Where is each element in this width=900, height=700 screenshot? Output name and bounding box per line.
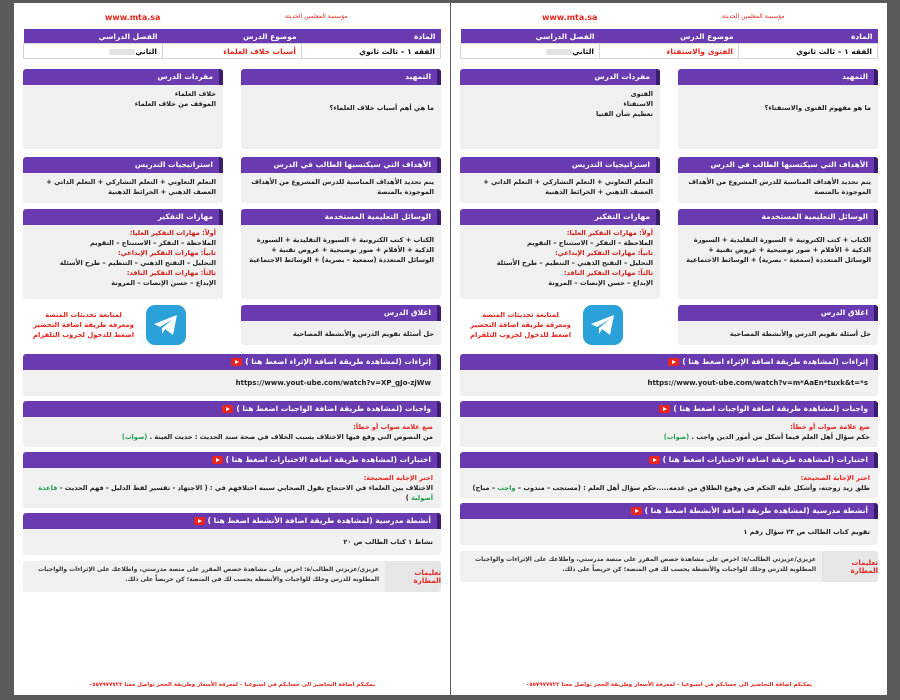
intro-text: ما هو مفهوم الفتوى والاستفتاء؟: [764, 104, 871, 112]
site-link[interactable]: www.mta.sa: [105, 13, 161, 22]
thinking-box: [460, 209, 660, 299]
telegram-icon[interactable]: [583, 305, 623, 345]
vocab-heading: مفردات الدرس: [460, 69, 660, 85]
vocab-item: الاستفتاء: [623, 100, 653, 108]
enrichment-section: [460, 354, 878, 396]
vocab-item: الموقف من خلاف العلماء: [134, 100, 216, 108]
lesson-page-right: [451, 3, 887, 695]
strategies-box: [460, 157, 660, 203]
thinking-line: ثانياً: مهارات التفكير الإبداعي:: [554, 249, 653, 257]
vocab-box: [23, 69, 223, 149]
intro-heading: التمهيد: [678, 69, 878, 85]
tests-heading-text: اختبارات (لمشاهدة طريقة اضافة الاختبارات اضغط هنا ): [662, 455, 868, 464]
page-footer: يمكنكم اضافة التحاضير الى حسابكم في اسبوعيا – لمعرفة الأسعار وطريقة الحجز تواصل معنا ٠٥٥٧٩٧٧٧٢٢: [525, 682, 813, 688]
enrichment-heading[interactable]: [23, 354, 441, 370]
youtube-icon[interactable]: [212, 456, 223, 464]
vocab-list: [23, 85, 223, 113]
thinking-line: الملاحظة – التفكر – الاستنتاج – التقويم: [526, 239, 653, 247]
enrichment-url[interactable]: https://www.yout-ube.com/watch?v=XP_gJo-zjWw: [235, 379, 431, 387]
thinking-heading: مهارات التفكير: [460, 209, 660, 225]
tests-answer: واجب: [497, 484, 516, 492]
activity-text: تقويم كتاب الطالب ص ٢٣ سؤال رقم ١: [743, 528, 870, 536]
vocab-item: تعظيم شأن الفتيا: [595, 110, 653, 118]
thinking-line: التحليل – التفتح الذهني – التنظيم – طرح الأسئلة: [59, 259, 216, 267]
enrichment-heading-text: إثراءات (لمشاهدة طريقة اضافة الإثراء اضغط هنا ): [245, 357, 431, 366]
lesson-page-left: [14, 3, 450, 695]
aids-box: [241, 209, 441, 299]
lesson-grid: [460, 59, 878, 349]
promo-line: لمتابعة تحديثات المنصة: [482, 311, 559, 319]
tests-text: الاختلاف بين العلماء في الاحتجاج بقول الصحابي سببه اختلافهم في : ( الاجتهاد - تفسير لفظ الدليل - فهم الحديث -: [59, 484, 433, 492]
enrichment-heading[interactable]: [460, 354, 878, 370]
tests-section: [23, 452, 441, 508]
activities-heading-text: أنشطة مدرسية (لمشاهدة طريقة اضافة الأنشطة اضغط هنا ): [207, 516, 431, 525]
semester-value: الثاني: [572, 46, 594, 56]
activities-heading-text: أنشطة مدرسية (لمشاهدة طريقة اضافة الأنشطة اضغط هنا ): [644, 506, 868, 515]
thinking-line: التحليل – التفتح الذهني – التنظيم – طرح الأسئلة: [496, 259, 653, 267]
redacted-mark: [546, 49, 572, 55]
thinking-line: ثالثاً: مهارات التفكير الناقد:: [563, 269, 653, 277]
activities-section: [23, 513, 441, 555]
activity-text: نشاط ١ كتاب الطالب ص ٢٠: [343, 538, 433, 546]
homework-text: حكم سؤال أهل العلم فيما أشكل من أمور الدين واجب .: [691, 433, 870, 441]
homework-question: ضع علامة صواب أو خطأ:: [353, 423, 433, 431]
aids-box: [678, 209, 878, 299]
instructions-text: عزيزي/عزيزتي الطالب/ة: احرص على مشاهدة حصص المقرر على منصة مدرستي، واطلاعك على الإثراءات والواجبات المطلوبة للدرس وحلك للواجبات والأنشطة يحسب لك في المنصة؛ كن حريصاً على ذلك.: [38, 566, 379, 583]
youtube-icon[interactable]: [231, 358, 242, 366]
semester-cell: [461, 44, 600, 59]
semester-cell: [24, 44, 163, 59]
closing-box: [678, 305, 878, 345]
semester-header: الفصل الدراسي: [24, 29, 163, 44]
tests-section: [460, 452, 878, 498]
promo-text: [470, 310, 571, 340]
site-link[interactable]: www.mta.sa: [542, 13, 598, 22]
promo-line: ومعرفة طريقة اضافة التحضير: [33, 321, 134, 329]
tests-body: [460, 468, 878, 498]
institution-name: مؤسسة المعلمين الحديثة: [722, 13, 785, 20]
thinking-line: أولاً: مهارات التفكير العليا:: [129, 229, 216, 237]
homework-body: [460, 417, 878, 447]
tests-text: طلق زيد زوجته، وأشكل عليه الحكم في وقوع الطلاق من عدمه.....حكم سؤال أهل العلم : (مستحب – مندوب –: [517, 484, 870, 492]
topic-header: موضوع الدرس: [600, 29, 739, 44]
thinking-line: أولاً: مهارات التفكير العليا:: [566, 229, 653, 237]
instructions-box: [23, 561, 441, 592]
intro-box: [241, 69, 441, 149]
homework-line: [31, 432, 433, 442]
youtube-icon[interactable]: [222, 405, 233, 413]
strategies-text: التعلم التعاوني + التعلم التشاركي + التعلم الذاتي + العصف الذهني + الخرائط الذهنية: [483, 178, 653, 196]
homework-body: [23, 417, 441, 447]
topic-value: أسباب خلاف العلماء: [163, 44, 302, 59]
objectives-box: [241, 157, 441, 203]
closing-box: [241, 305, 441, 345]
subject-header: المادة: [302, 29, 441, 44]
thinking-list: [23, 225, 223, 292]
homework-question: ضع علامة صواب أو خطأ:: [790, 423, 870, 431]
thinking-line: ثانياً: مهارات التفكير الإبداعي:: [117, 249, 216, 257]
lesson-header-table: [23, 29, 441, 59]
vocab-item: خلاف العلماء: [174, 90, 216, 98]
objectives-box: [678, 157, 878, 203]
instructions-text: عزيزي/عزيزتي الطالب/ة: احرص على مشاهدة حصص المقرر على منصة مدرستي، واطلاعك على الإثراءات والواجبات المطلوبة للدرس وحلك للواجبات والأنشطة يحسب لك في المنصة؛ كن حريصاً على ذلك.: [475, 556, 816, 573]
strategies-heading: استراتيجيات التدريس: [23, 157, 223, 173]
youtube-icon[interactable]: [659, 405, 670, 413]
vocab-list: [460, 85, 660, 123]
thinking-line: الملاحظة – التفكر – الاستنتاج – التقويم: [89, 239, 216, 247]
redacted-mark: [109, 49, 135, 55]
telegram-promo[interactable]: [33, 303, 223, 347]
instructions-box: [460, 551, 878, 582]
homework-section: [23, 401, 441, 447]
homework-heading[interactable]: [23, 401, 441, 417]
vocab-box: [460, 69, 660, 149]
instructions-label: تعليمات المطارة: [385, 561, 441, 592]
semester-header: الفصل الدراسي: [461, 29, 600, 44]
objectives-text: يتم تحديد الأهداف المناسبة للدرس المشروع من الأهداف الموجودة بالمنصة: [251, 178, 434, 196]
aids-heading: الوسائل التعليمية المستخدمة: [678, 209, 878, 225]
topic-header: موضوع الدرس: [163, 29, 302, 44]
youtube-icon[interactable]: [631, 507, 642, 515]
homework-answer: (صواب): [663, 433, 690, 441]
objectives-heading: الأهداف التي سيكتسبها الطالب في الدرس: [678, 157, 878, 173]
enrichment-url[interactable]: https://www.yout-ube.com/watch?v=m*AaEn*tuxk&t=*s: [647, 379, 868, 387]
intro-text: ما هي أهم أسباب خلاف العلماء؟: [329, 104, 434, 112]
promo-text: [33, 310, 134, 340]
promo-line: اضغط للدخول لجروب التلقرام: [33, 331, 135, 339]
tests-heading[interactable]: [23, 452, 441, 468]
activities-heading[interactable]: [23, 513, 441, 529]
aids-text: الكتاب + كتب الكترونية + السبورة التقليدية + السبورة الذكية + الأقلام + صور توضيحية + عروض تقنية + الوسائل المتعددة (سمعية – بصرية) + الوسائط الاجتماعية: [686, 236, 871, 264]
institution-name: مؤسسة المعلمين الحديثة: [285, 13, 348, 20]
tests-body: [23, 468, 441, 508]
tests-question: اختر الإجابة الصحيحة:: [363, 474, 433, 482]
strategies-box: [23, 157, 223, 203]
aids-heading: الوسائل التعليمية المستخدمة: [241, 209, 441, 225]
lesson-header-table: [460, 29, 878, 59]
thinking-line: ثالثاً: مهارات التفكير الناقد:: [126, 269, 216, 277]
page-top: [23, 3, 441, 29]
strategies-heading: استراتيجيات التدريس: [460, 157, 660, 173]
tests-line: [468, 483, 870, 493]
page-top: [460, 3, 878, 29]
aids-text: الكتاب + كتب الكترونية + السبورة التقليدية + السبورة الذكية + الأقلام + صور توضيحية + عروض تقنية + الوسائل المتعددة (سمعية – بصرية) + الوسائط الاجتماعية: [249, 236, 434, 264]
closing-heading: اغلاق الدرس: [678, 305, 878, 321]
tests-heading-text: اختبارات (لمشاهدة طريقة اضافة الاختبارات اضغط هنا ): [225, 455, 431, 464]
youtube-icon[interactable]: [668, 358, 679, 366]
subject-value: الفقه ١ – ثالث ثانوي: [739, 44, 878, 59]
tests-tail: ): [405, 494, 409, 502]
vocab-heading: مفردات الدرس: [23, 69, 223, 85]
homework-heading-text: واجبات (لمشاهدة طريقة اضافة الواجبات اضغط هنا ): [673, 404, 868, 413]
tests-tail: – مباح): [472, 484, 496, 492]
telegram-promo[interactable]: [470, 303, 660, 347]
topic-value: الفتوى والاستفتاء: [600, 44, 739, 59]
subject-header: المادة: [739, 29, 878, 44]
youtube-icon[interactable]: [194, 517, 205, 525]
thinking-line: الإبداع – حسن الإنصات – المرونة: [548, 279, 653, 287]
closing-heading: اغلاق الدرس: [241, 305, 441, 321]
tests-question: اختر الإجابة الصحيحة:: [800, 474, 870, 482]
objectives-heading: الأهداف التي سيكتسبها الطالب في الدرس: [241, 157, 441, 173]
telegram-icon[interactable]: [146, 305, 186, 345]
closing-text: حل أسئلة تقويم الدرس والأنشطة المصاحبة: [729, 330, 871, 338]
instructions-label: تعليمات المطارة: [822, 551, 878, 582]
homework-section: [460, 401, 878, 447]
intro-box: [678, 69, 878, 149]
promo-line: لمتابعة تحديثات المنصة: [45, 311, 122, 319]
thinking-list: [460, 225, 660, 292]
promo-line: اضغط للدخول لجروب التلقرام: [470, 331, 572, 339]
tests-line: [31, 483, 433, 503]
tests-answer: قاعدة أصولية: [38, 484, 433, 502]
strategies-text: التعلم التعاوني + التعلم التشاركي + التعلم الذاتي + العصف الذهني + الخرائط الذهنية: [46, 178, 216, 196]
thinking-line: الإبداع – حسن الإنصات – المرونة: [111, 279, 216, 287]
homework-heading[interactable]: [460, 401, 878, 417]
objectives-text: يتم تحديد الأهداف المناسبة للدرس المشروع من الأهداف الموجودة بالمنصة: [688, 178, 871, 196]
closing-text: حل أسئلة تقويم الدرس والأنشطة المصاحبة: [292, 330, 434, 338]
semester-value: الثاني: [135, 46, 157, 56]
youtube-icon[interactable]: [649, 456, 660, 464]
homework-line: [468, 432, 870, 442]
thinking-box: [23, 209, 223, 299]
activities-heading[interactable]: [460, 503, 878, 519]
intro-heading: التمهيد: [241, 69, 441, 85]
tests-heading[interactable]: [460, 452, 878, 468]
page-footer: يمكنكم اضافة التحاضير الى حسابكم في اسبوعيا – لمعرفة الأسعار وطريقة الحجز تواصل معنا ٠٥٥٧٩٧٧٧٢٢: [88, 682, 376, 688]
homework-answer: (صواب): [121, 433, 148, 441]
subject-value: الفقه ١ – ثالث ثانوي: [302, 44, 441, 59]
promo-line: ومعرفة طريقة اضافة التحضير: [470, 321, 571, 329]
thinking-heading: مهارات التفكير: [23, 209, 223, 225]
vocab-item: الفتوى: [630, 90, 653, 98]
enrichment-section: [23, 354, 441, 396]
activities-section: [460, 503, 878, 545]
lesson-grid: [23, 59, 441, 349]
homework-text: من النصوص التي وقع فيها الاختلاف بسبب الخلاف في صحة سند الحديث : حديث العينة .: [149, 433, 433, 441]
homework-heading-text: واجبات (لمشاهدة طريقة اضافة الواجبات اضغط هنا ): [236, 404, 431, 413]
enrichment-heading-text: إثراءات (لمشاهدة طريقة اضافة الإثراء اضغط هنا ): [682, 357, 868, 366]
